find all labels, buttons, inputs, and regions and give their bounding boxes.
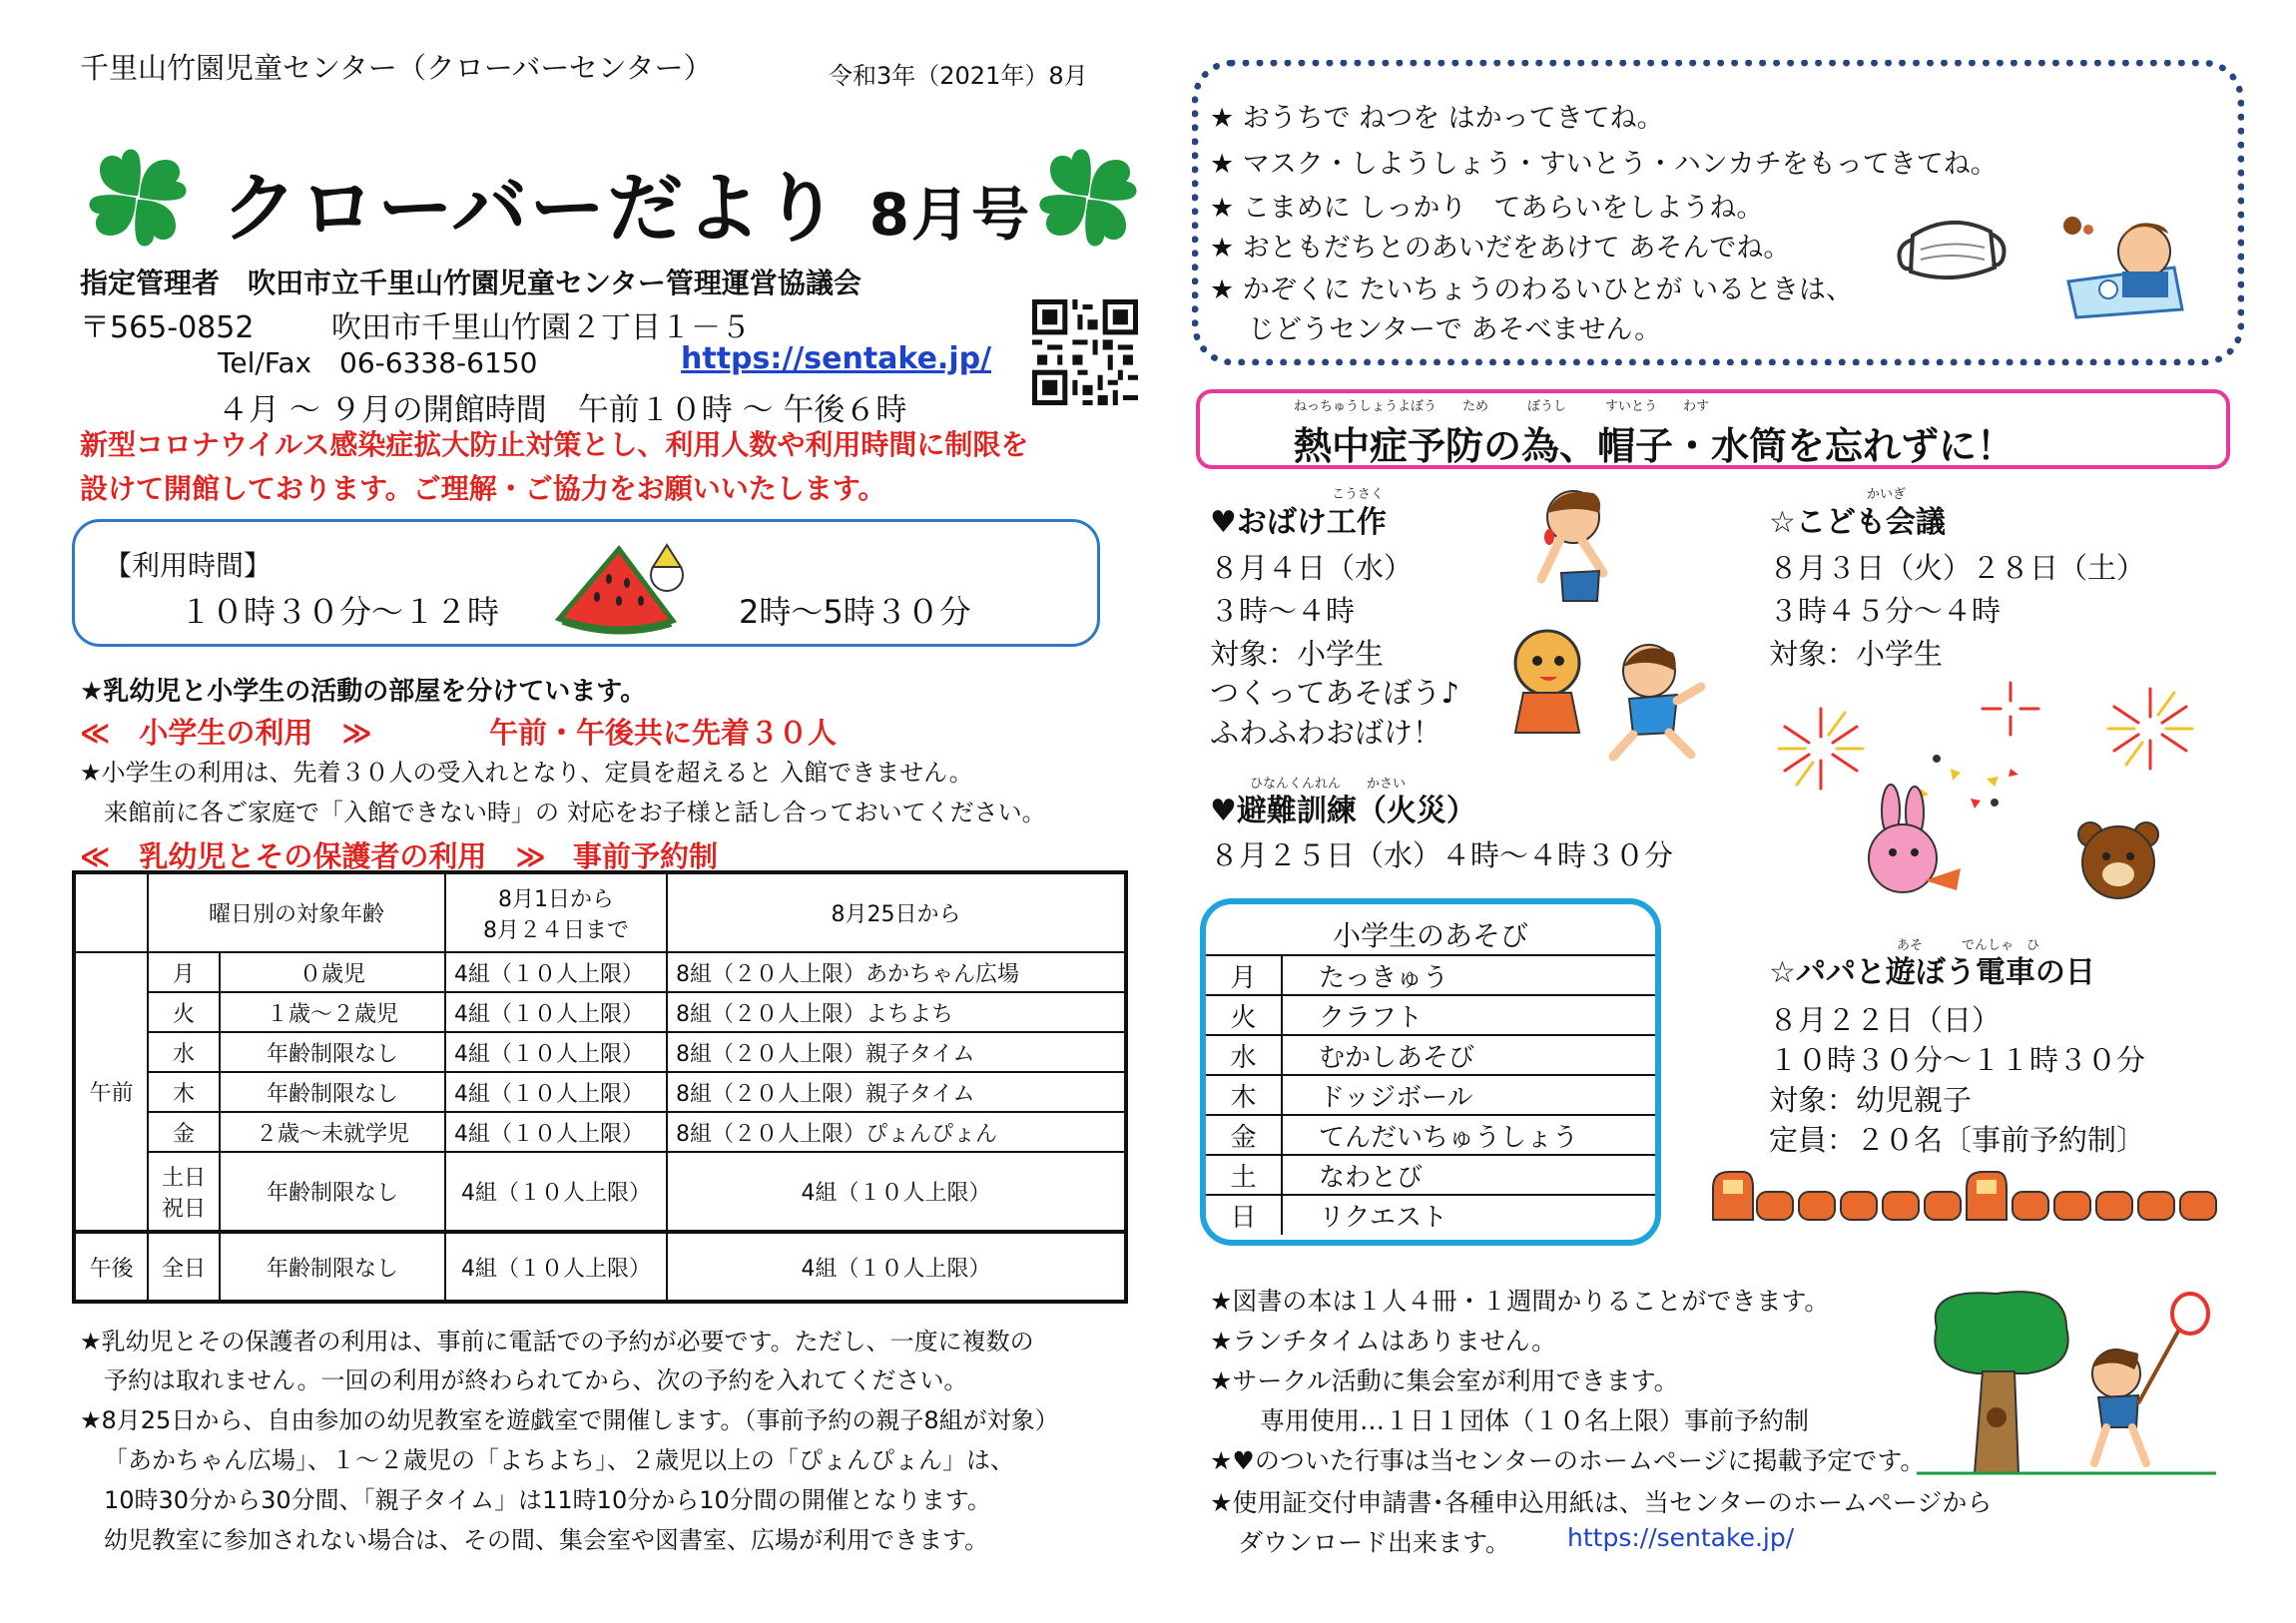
infant-note: ★8月25日から、自由参加の幼児教室を遊戯室で開催します。（事前予約の親子8組が対象） [80,1406,1059,1434]
table-cell-day [148,1152,220,1232]
event-ghost-time: ３時～４時 [1210,594,1356,628]
infant-note: 10時30分から30分間、「親子タイム」は11時10分から10分間の開催となります。 [104,1486,991,1514]
event-kids-meeting-target: 対象：小学生 [1769,637,1944,671]
table-cell-p2: 8組（２０人上限）親子タイム [667,1072,1126,1112]
info-note: ★使用証交付申請書･各種申込用紙は、当センターのホームページから [1210,1488,1993,1517]
table-cell-p2: 8組（２０人上限）ぴょんぴょん [667,1112,1126,1152]
play-day: 火 [1206,995,1282,1035]
table-row [1206,1155,1655,1195]
table-row [74,1032,1126,1072]
play-day: 木 [1206,1075,1282,1115]
covid-notice-line1: 新型コロナウイルス感染症拡大防止対策とし、利用人数や利用時間に制限を [80,428,1029,461]
play-activity: ドッジボール [1282,1075,1655,1115]
event-train-day-time: １０時３０分～１１時３０分 [1769,1043,2146,1077]
school-usage-limit: 午前・午後共に先着３０人 [489,716,838,750]
title-issue: 8月号 [868,181,1032,249]
play-day: 日 [1206,1195,1282,1235]
table-row [74,1152,1126,1232]
infant-usage-heading: ≪ 乳幼児とその保護者の利用 ≫ [80,839,546,873]
event-kids-meeting-time: ３時４５分～４時 [1769,594,2002,628]
play-schedule-table [1206,954,1655,1235]
play-day: 金 [1206,1115,1282,1155]
info-note: ★ランチタイムはありません。 [1210,1327,1557,1355]
info-note: ★図書の本は１人４冊・１週間かりることができます。 [1210,1287,1830,1316]
table-row [74,992,1126,1032]
table-header-row [74,872,1126,952]
rule-item: ★ おともだちとのあいだをあけて あそんでね。 [1210,233,1791,264]
center-name: 千里山竹園児童センター（クローバーセンター） [80,51,713,85]
table-row [1206,995,1655,1035]
event-ghost-target: 対象：小学生 [1210,637,1385,671]
am-label: 午前 [74,952,148,1232]
infant-note: 幼児教室に参加されない場合は、その間、集会室や図書室、広場が利用できます。 [104,1526,989,1554]
table-cell-p2: 4組（１０人上限） [667,1232,1126,1302]
header-period1-line2: 8月２４日まで [483,917,629,943]
rule-item: ★ こまめに しっかり てあらいをしようね。 [1210,193,1764,224]
table-cell-p1: 4組（１０人上限） [445,1072,667,1112]
event-ghost-line: ふわふわおばけ！ [1210,716,1442,750]
table-cell-age: 年齢制限なし [220,1032,445,1072]
table-header-period1 [445,872,667,952]
school-usage-note: 来館前に各ご家庭で「入館できない時」の 対応をお子様と話し合っておいてください。 [104,799,1046,826]
infant-note: 予約は取れません。一回の利用が終わられてから、次の予約を入れてください。 [104,1366,968,1394]
school-usage-heading: ≪ 小学生の利用 ≫ [80,716,372,750]
event-train-day-target: 対象：幼児親子 [1769,1083,1973,1117]
table-row [1206,1195,1655,1235]
table-row [1206,1115,1655,1155]
table-header-age: 曜日別の対象年齢 [148,872,445,952]
table-cell-day: 金 [148,1112,220,1152]
table-cell [74,872,148,952]
opening-hours: ４月 ～ ９月の開館時間 午前１０時 ～ 午後６時 [218,392,907,428]
event-kids-meeting-title: ☆こども会議 [1769,505,1946,540]
info-note: ★サークル活動に集会室が利用できます。 [1210,1366,1679,1395]
tree-bugcatcher-icon [1917,1288,2216,1487]
table-cell-p1: 4組（１０人上限） [445,1032,667,1072]
address: 吹田市千里山竹園２丁目１－５ [331,310,751,345]
table-cell-day: 月 [148,952,220,992]
play-day: 月 [1206,955,1282,995]
pm-label: 午後 [74,1232,148,1302]
newsletter-title [222,148,1031,257]
title-main: クローバーだより [222,164,842,253]
ghost-craft-icon [1497,623,1597,743]
header-period1-line1: 8月1日から [498,886,614,912]
table-cell-age: ２歳～未就学児 [220,1112,445,1152]
infant-note: 「あかちゃん広場」、１～２歳児の「よちよち」、２歳児以上の「ぴょんぴょん」は、 [104,1446,1014,1474]
table-cell-age: ０歳児 [220,952,445,992]
usage-time-morning: １０時３０分～１２時 [180,593,500,631]
table-cell-day: 水 [148,1032,220,1072]
info-note: 専用使用…１日１団体（１０名上限）事前予約制 [1260,1406,1810,1435]
table-row [1206,955,1655,995]
school-usage-note: ★小学生の利用は、先着３０人の受入れとなり、定員を超えると 入館できません。 [80,759,973,787]
info-note: ★♥のついた行事は当センターのホームページに掲載予定です。 [1210,1446,1926,1475]
table-cell-p1: 4組（１０人上限） [445,992,667,1032]
rooms-note: ★乳幼児と小学生の活動の部屋を分けています。 [80,677,647,707]
table-cell-age: 年齢制限なし [220,1072,445,1112]
handwashing-child-icon [2062,206,2202,325]
table-cell-age: 年齢制限なし [220,1232,445,1302]
covid-notice-line2: 設けて開館しております。ご理解・ご協力をお願いいたします。 [80,472,886,505]
table-cell-day: 全日 [148,1232,220,1302]
play-activity: むかしあそび [1282,1035,1655,1075]
heat-banner-text: 熱中症予防の為、帽子・水筒を忘れずに！ [1294,424,2015,468]
rule-item: じどうセンターで あそべません。 [1248,314,1662,345]
table-cell-p1: 4組（１０人上限） [445,1152,667,1232]
postal-code: 〒565-0852 [80,310,255,345]
event-train-day-capacity: 定員：２０名〔事前予約制〕 [1769,1123,2146,1157]
table-cell-p2: 4組（１０人上限） [667,1152,1126,1232]
table-cell-age: １歳～２歳児 [220,992,445,1032]
rule-item: ★ かぞくに たいちょうのわるいひとが いるときは、 [1210,274,1853,305]
clover-icon [78,138,198,258]
event-ghost-line: つくってあそぼう♪ [1210,676,1459,710]
event-ruby: かいぎ [1867,487,1907,502]
event-ruby: ひなんくんれん かさい [1250,777,1407,792]
event-drill-title: ♥避難訓練（火災） [1210,794,1476,828]
event-drill-datetime: ８月２５日（水）４時～４時３０分 [1210,838,1674,872]
clover-icon [1028,138,1148,258]
qr-code-icon [1032,299,1138,405]
play-schedule-box [1200,898,1661,1246]
download-link[interactable]: https://sentake.jp/ [1567,1523,1795,1552]
event-ruby: こうさく [1332,487,1385,502]
table-cell-p2: 8組（２０人上限）よちよち [667,992,1126,1032]
play-activity: リクエスト [1282,1195,1655,1235]
website-link[interactable]: https://sentake.jp/ [681,341,992,376]
table-cell-p1: 4組（１０人上限） [445,1232,667,1302]
manager-line: 指定管理者 吹田市立千里山竹園児童センター管理運営協議会 [80,267,861,299]
infant-note: ★乳幼児とその保護者の利用は、事前に電話での予約が必要です。ただし、一度に複数の [80,1328,1034,1355]
table-cell-day: 木 [148,1072,220,1112]
play-schedule-title: 小学生のあそび [1332,919,1528,952]
watermelon-icon [549,539,689,639]
child-stretching-icon [1517,483,1627,613]
event-train-day-date: ８月２２日（日） [1769,1003,2002,1037]
event-ruby: あそ でんしゃ ひ [1897,938,2040,953]
table-row [74,952,1126,992]
play-day: 土 [1206,1155,1282,1195]
weekend-day2: 祝日 [161,1196,206,1222]
table-cell-p1: 4組（１０人上限） [445,952,667,992]
issue-date: 令和3年（2021年）8月 [829,62,1088,90]
play-activity: クラフト [1282,995,1655,1035]
event-kids-meeting-date: ８月３日（火）２８日（土） [1769,551,2146,585]
table-header-period2: 8月25日から [667,872,1126,952]
table-row [1206,1075,1655,1115]
train-icon [1709,1168,2248,1228]
play-activity: てんだいちゅうしょう [1282,1115,1655,1155]
event-ghost-title: ♥おばけ工作 [1210,505,1387,540]
heat-banner-ruby: ねっちゅうしょうよぼう ため ぼうし すいとう わす [1294,399,1710,414]
usage-time-label: 【利用時間】 [104,549,273,582]
fireworks-icon [1751,679,2230,928]
infant-schedule-table [72,870,1128,1304]
play-day: 水 [1206,1035,1282,1075]
usage-time-afternoon: 2時～5時３０分 [739,593,971,631]
table-row [1206,1035,1655,1075]
table-row [74,1232,1126,1302]
event-ghost-date: ８月４日（水） [1210,551,1414,585]
table-cell-p2: 8組（２０人上限）あかちゃん広場 [667,952,1126,992]
rule-item: ★ おうちで ねつを はかってきてね。 [1210,103,1664,134]
play-activity: なわとび [1282,1155,1655,1195]
mask-icon [1891,206,2010,295]
table-cell-p1: 4組（１０人上限） [445,1112,667,1152]
play-activity: たっきゅう [1282,955,1655,995]
tel-fax: Tel/Fax 06-6338-6150 [218,346,538,379]
infant-usage-system: 事前予約制 [573,839,719,873]
table-row [74,1112,1126,1152]
weekend-day1: 土日 [161,1165,206,1191]
table-row [74,1072,1126,1112]
rule-item: ★ マスク・しようしょう・すいとう・ハンカチをもってきてね。 [1210,149,1998,180]
event-train-day-title: ☆パパと遊ぼう電車の日 [1769,955,2095,990]
table-cell-day: 火 [148,992,220,1032]
table-cell-age: 年齢制限なし [220,1152,445,1232]
running-child-icon [1593,637,1713,767]
table-cell-p2: 8組（２０人上限）親子タイム [667,1032,1126,1072]
info-note: ダウンロード出来ます。 [1238,1528,1511,1557]
